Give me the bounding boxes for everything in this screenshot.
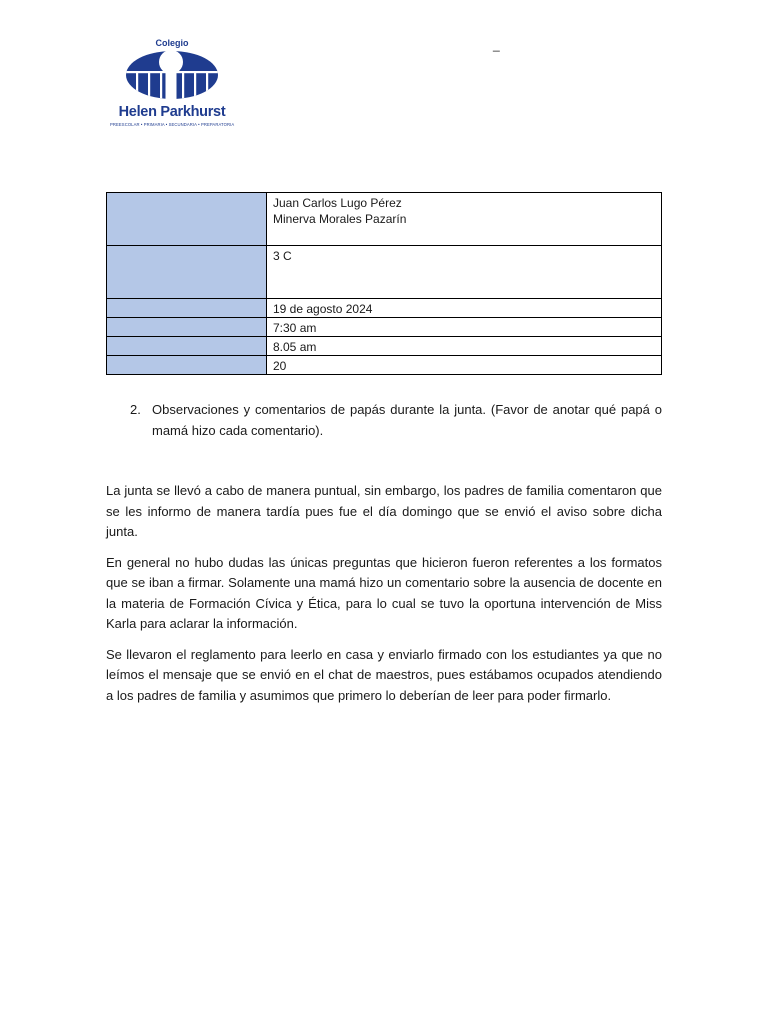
table-row bbox=[107, 337, 662, 356]
section-title: Observaciones y comentarios de papás durante la junta. (Favor de anotar qué papá o mamá hizo cada comentario). bbox=[152, 402, 662, 438]
table-value-cell bbox=[267, 246, 662, 299]
table-value-cell bbox=[267, 318, 662, 337]
logo-levels-text: PREESCOLAR • PRIMARIA • SECUNDARIA • PREPARATORIA bbox=[110, 122, 235, 127]
table-row bbox=[107, 246, 662, 299]
paragraph: La junta se llevó a cabo de manera puntual, sin embargo, los padres de familia comentaron que se les informo de manera tardía pues fue el día domingo que se envió el aviso sobre dicha junta. bbox=[106, 483, 662, 539]
table-label-cell bbox=[107, 356, 267, 375]
body-text bbox=[106, 481, 662, 716]
table-row bbox=[107, 299, 662, 318]
logo-emblem-icon bbox=[110, 38, 234, 104]
attendance-value: 20 bbox=[273, 359, 287, 373]
table-label-cell bbox=[107, 193, 267, 246]
start-time-value: 7:30 am bbox=[273, 321, 317, 335]
table-label-cell bbox=[107, 318, 267, 337]
teacher-name: Minerva Morales Pazarín bbox=[273, 212, 407, 226]
end-time-value: 8.05 am bbox=[273, 340, 317, 354]
table-value-cell bbox=[267, 356, 662, 375]
corner-mark: _ bbox=[493, 38, 500, 52]
table-value-cell bbox=[267, 299, 662, 318]
section-number: 2. bbox=[130, 402, 141, 417]
table-value-cell bbox=[267, 337, 662, 356]
table-label-cell bbox=[107, 337, 267, 356]
table-value-cell bbox=[267, 193, 662, 246]
table-label-cell bbox=[107, 246, 267, 299]
teacher-name: Juan Carlos Lugo Pérez bbox=[273, 196, 402, 210]
school-logo bbox=[110, 38, 234, 132]
logo-top-text: Colegio bbox=[155, 38, 189, 48]
table-row bbox=[107, 356, 662, 375]
logo-school-name: Helen Parkhurst bbox=[118, 104, 226, 120]
paragraph: En general no hubo dudas las únicas preguntas que hicieron fueron referentes a los formatos que se iban a firmar. Solamente una mamá hizo un comentario sobre la ausencia de docente en la materia de Formación Cívica y Ética, para lo cual se tuvo la oportuna intervención de Miss Karla para aclarar la información. bbox=[106, 554, 662, 631]
date-value: 19 de agosto 2024 bbox=[273, 302, 373, 316]
table-row bbox=[107, 318, 662, 337]
paragraph: Se llevaron el reglamento para leerlo en casa y enviarlo firmado con los estudiantes ya que no leímos el mensaje que se envió en el chat de maestros, pues estábamos ocupados atendiendo a los padres de familia y asumimos que primero lo deberían de leer para poder firmarlo. bbox=[106, 646, 662, 703]
table-row bbox=[107, 193, 662, 246]
group-value: 3 C bbox=[273, 249, 292, 263]
info-table bbox=[106, 192, 662, 375]
table-label-cell bbox=[107, 299, 267, 318]
